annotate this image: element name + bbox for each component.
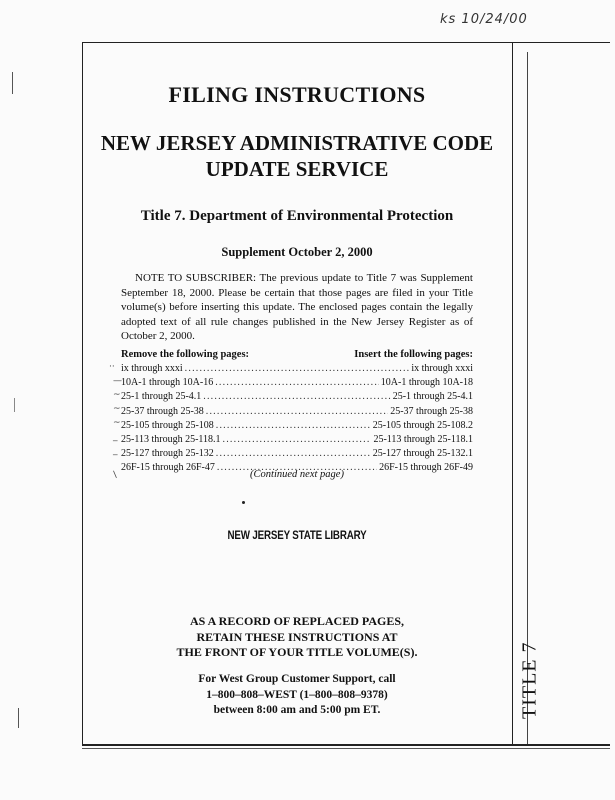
remove-pages: 25-37 through 25-38 <box>121 405 204 417</box>
scan-mark <box>18 708 19 728</box>
insert-pages: 25-1 through 25-4.1 <box>392 391 473 403</box>
record-line-2: RETAIN THESE INSTRUCTIONS AT <box>196 629 398 644</box>
pen-tick-mark: ~ <box>113 390 121 400</box>
insert-pages: 25-37 through 25-38 <box>390 405 473 417</box>
record-line-3: THE FRONT OF YOUR TITLE VOLUME(S). <box>176 645 418 659</box>
insert-pages: 26F-15 through 26F-49 <box>379 462 473 474</box>
support-hours: between 8:00 am and 5:00 pm ET. <box>213 704 381 716</box>
remove-column-heading: Remove the following pages: <box>121 349 250 360</box>
dot-leader <box>216 419 371 433</box>
support-line-1: For West Group Customer Support, call <box>198 673 396 685</box>
page-row <box>121 390 473 404</box>
page-row <box>121 419 473 433</box>
remove-pages: 25-127 through 25-132 <box>121 448 214 460</box>
page-row <box>121 405 473 419</box>
dot-leader <box>223 433 372 447</box>
pen-tick-mark: ·· <box>109 362 115 372</box>
pen-tick-mark: _ <box>113 446 118 456</box>
scan-mark <box>14 398 15 412</box>
dot-leader <box>206 405 388 419</box>
remove-pages: 25-105 through 25-108 <box>121 419 214 431</box>
pen-tick-mark: — <box>113 376 122 386</box>
remove-pages: ix through xxxi <box>121 363 183 374</box>
insert-pages: ix through xxxi <box>411 363 473 374</box>
pen-tick-mark: / <box>111 470 120 480</box>
handwritten-note: ks 10/24/00 <box>440 12 528 27</box>
dot-leader <box>185 362 410 376</box>
remove-pages: 25-113 through 25-118.1 <box>121 434 221 446</box>
frame-bottom-rule <box>82 744 610 746</box>
continued-note: (Continued next page) <box>250 469 344 480</box>
frame-top-rule <box>82 42 610 43</box>
pen-tick-mark: ~ <box>113 418 121 428</box>
pen-tick-mark: _ <box>113 432 118 442</box>
pen-tick-mark: ~ <box>113 404 121 414</box>
code-heading <box>82 130 512 182</box>
record-line-1: AS A RECORD OF REPLACED PAGES, <box>189 614 405 628</box>
insert-pages: 25-113 through 25-118.1 <box>373 434 473 446</box>
stray-dot <box>242 501 245 504</box>
customer-support <box>82 672 512 719</box>
title-heading: Title 7. Department of Environmental Protection <box>140 208 454 224</box>
subscriber-note <box>121 271 473 344</box>
title-tab-label: TITLE 7 <box>518 641 541 719</box>
frame-bottom-rule-secondary <box>82 748 610 749</box>
library-stamp: NEW JERSEY STATE LIBRARY <box>227 530 367 542</box>
remove-pages: 25-1 through 25-4.1 <box>121 391 202 403</box>
page-title: FILING INSTRUCTIONS <box>168 82 426 107</box>
page-row <box>121 433 473 447</box>
page-row <box>121 447 473 461</box>
record-instructions <box>82 614 512 661</box>
subscriber-note-text: NOTE TO SUBSCRIBER: The previous update to Title 7 was Supplement September 18, 2000. Please be certain that those pages are filed in your Title volume(s) before inserting this update. The enclosed pages contain the legally adopted text of all rule changes published in the New Jersey Register as of October 2, 2000. <box>121 272 473 342</box>
scan-mark <box>12 72 13 94</box>
dot-leader <box>215 376 379 390</box>
dot-leader <box>216 447 371 461</box>
insert-pages: 25-105 through 25-108.2 <box>372 419 473 431</box>
insert-pages: 25-127 through 25-132.1 <box>372 448 473 460</box>
page-row <box>121 362 473 376</box>
dot-leader <box>203 390 390 404</box>
remove-pages: 10A-1 through 10A-16 <box>121 377 214 389</box>
support-phone: 1–800–808–WEST (1–800–808–9378) <box>206 688 388 701</box>
page-table <box>121 362 473 476</box>
remove-pages: 26F-15 through 26F-47 <box>121 462 215 474</box>
code-heading-line-2: UPDATE SERVICE <box>205 157 389 181</box>
code-heading-line-1: NEW JERSEY ADMINISTRATIVE CODE <box>100 131 494 155</box>
page-table-header <box>121 349 473 360</box>
supplement-heading: Supplement October 2, 2000 <box>221 245 373 259</box>
page-row <box>121 376 473 390</box>
insert-pages: 10A-1 through 10A-18 <box>380 377 473 389</box>
insert-column-heading: Insert the following pages: <box>354 349 473 360</box>
